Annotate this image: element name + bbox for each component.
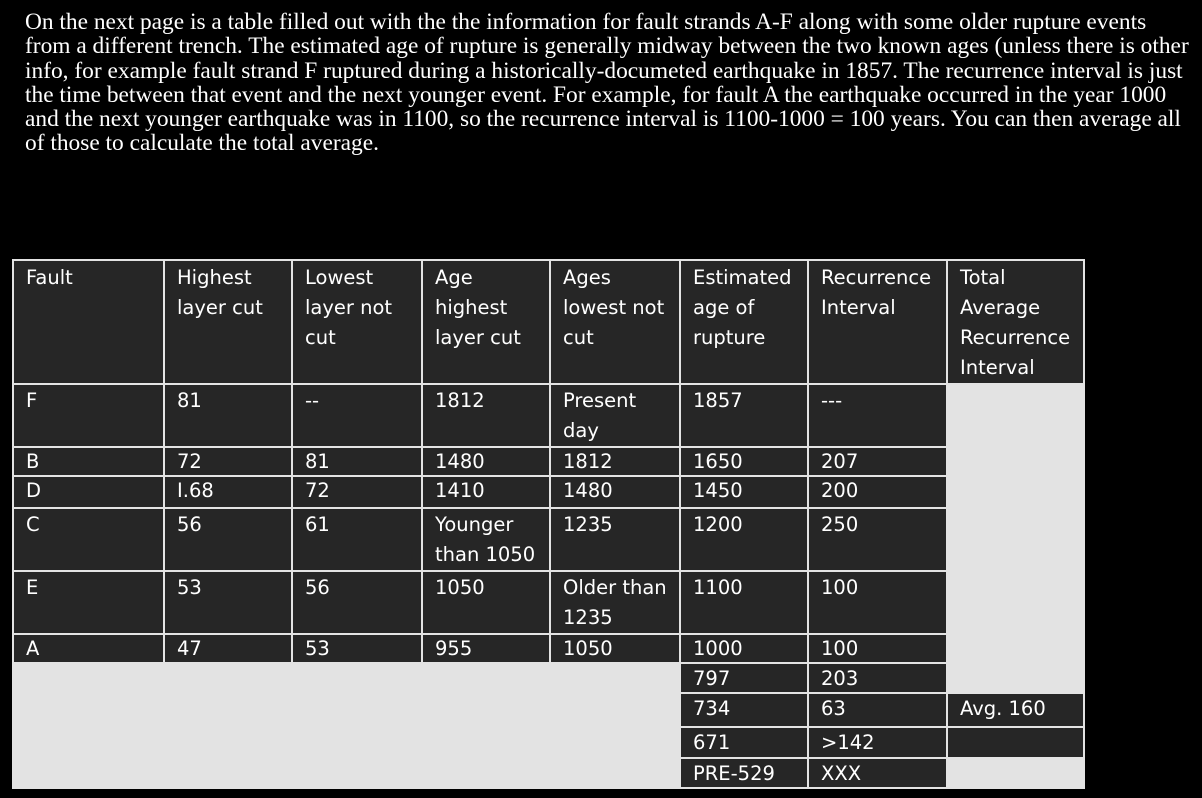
total-average-cell: [947, 384, 1084, 447]
fault-data-table: [12, 259, 1085, 789]
lowest-layer-cell: [292, 663, 422, 693]
total-average-cell: [947, 508, 1084, 571]
recurrence-cell: 200: [808, 476, 947, 508]
age-highest-cell: 1050: [422, 571, 550, 634]
recurrence-cell: >142: [808, 727, 947, 758]
age-highest-cell: [422, 663, 550, 693]
estimated-age-cell: 1100: [680, 571, 808, 634]
lowest-layer-cell: [292, 758, 422, 788]
table-header-row: [13, 260, 1084, 384]
total-average-cell: [947, 758, 1084, 788]
table-row: [13, 758, 1084, 788]
lowest-layer-cell: [292, 727, 422, 758]
highest-layer-cell: 81: [164, 384, 292, 447]
header-estimated-age: Estimated age of rupture: [680, 260, 808, 384]
total-average-cell: [947, 663, 1084, 693]
fault-cell: C: [13, 508, 164, 571]
fault-cell: A: [13, 634, 164, 663]
estimated-age-cell: 1857: [680, 384, 808, 447]
total-average-cell: [947, 634, 1084, 663]
ages-lowest-cell: Present day: [550, 384, 680, 447]
header-highest-layer-cut: Highest layer cut: [164, 260, 292, 384]
estimated-age-cell: 797: [680, 663, 808, 693]
fault-cell: [13, 758, 164, 788]
lowest-layer-cell: 72: [292, 476, 422, 508]
estimated-age-cell: 671: [680, 727, 808, 758]
ages-lowest-cell: 1050: [550, 634, 680, 663]
recurrence-cell: 63: [808, 693, 947, 727]
header-recurrence-interval: Recurrence Interval: [808, 260, 947, 384]
age-highest-cell: 955: [422, 634, 550, 663]
lowest-layer-cell: 81: [292, 447, 422, 476]
header-total-average: Total Average Recurrence Interval: [947, 260, 1084, 384]
total-average-cell: [947, 571, 1084, 634]
table-row: [13, 634, 1084, 663]
age-highest-cell: [422, 693, 550, 727]
header-ages-lowest-not-cut: Ages lowest not cut: [550, 260, 680, 384]
ages-lowest-cell: 1812: [550, 447, 680, 476]
fault-cell: F: [13, 384, 164, 447]
highest-layer-cell: 47: [164, 634, 292, 663]
total-average-cell: [947, 447, 1084, 476]
recurrence-cell: ---: [808, 384, 947, 447]
table-row: [13, 693, 1084, 727]
age-highest-cell: Younger than 1050: [422, 508, 550, 571]
highest-layer-cell: I.68: [164, 476, 292, 508]
fault-cell: B: [13, 447, 164, 476]
age-highest-cell: 1480: [422, 447, 550, 476]
total-average-cell: Avg. 160: [947, 693, 1084, 727]
age-highest-cell: [422, 727, 550, 758]
ages-lowest-cell: [550, 727, 680, 758]
fault-cell: D: [13, 476, 164, 508]
estimated-age-cell: 1450: [680, 476, 808, 508]
age-highest-cell: 1410: [422, 476, 550, 508]
table-row: [13, 384, 1084, 447]
lowest-layer-cell: [292, 693, 422, 727]
fault-cell: E: [13, 571, 164, 634]
recurrence-cell: 207: [808, 447, 947, 476]
total-average-cell: [947, 476, 1084, 508]
header-age-highest-layer-cut: Age highest layer cut: [422, 260, 550, 384]
ages-lowest-cell: 1480: [550, 476, 680, 508]
ages-lowest-cell: 1235: [550, 508, 680, 571]
lowest-layer-cell: 56: [292, 571, 422, 634]
table-row: [13, 727, 1084, 758]
age-highest-cell: [422, 758, 550, 788]
fault-cell: [13, 693, 164, 727]
intro-paragraph: On the next page is a table filled out with the the information for fault strands A-F along with some older rupture events from a different trench. The estimated age of rupture is generally midway between the two known ages (unless there is other info, for example fault strand F ruptured during a historically-documeted earthquake in 1857. The recurrence interval is just the time between that event and the next younger event. For example, for fault A the earthquake occurred in the year 1000 and the next younger earthquake was in 1100, so the recurrence interval is 1100-1000 = 100 years. You can then average all of those to calculate the total average.: [25, 9, 1189, 157]
ages-lowest-cell: Older than 1235: [550, 571, 680, 634]
estimated-age-cell: PRE-529: [680, 758, 808, 788]
lowest-layer-cell: 53: [292, 634, 422, 663]
age-highest-cell: 1812: [422, 384, 550, 447]
header-fault: Fault: [13, 260, 164, 384]
recurrence-cell: 100: [808, 571, 947, 634]
recurrence-cell: 203: [808, 663, 947, 693]
highest-layer-cell: 56: [164, 508, 292, 571]
table-row: [13, 571, 1084, 634]
estimated-age-cell: 734: [680, 693, 808, 727]
ages-lowest-cell: [550, 663, 680, 693]
highest-layer-cell: 72: [164, 447, 292, 476]
recurrence-cell: XXX: [808, 758, 947, 788]
table-row: [13, 476, 1084, 508]
fault-cell: [13, 663, 164, 693]
header-lowest-layer-not-cut: Lowest layer not cut: [292, 260, 422, 384]
highest-layer-cell: [164, 693, 292, 727]
highest-layer-cell: 53: [164, 571, 292, 634]
ages-lowest-cell: [550, 758, 680, 788]
lowest-layer-cell: 61: [292, 508, 422, 571]
table-row: [13, 447, 1084, 476]
estimated-age-cell: 1650: [680, 447, 808, 476]
total-average-cell: [947, 727, 1084, 758]
table-row: [13, 663, 1084, 693]
ages-lowest-cell: [550, 693, 680, 727]
highest-layer-cell: [164, 758, 292, 788]
fault-cell: [13, 727, 164, 758]
highest-layer-cell: [164, 663, 292, 693]
estimated-age-cell: 1200: [680, 508, 808, 571]
highest-layer-cell: [164, 727, 292, 758]
lowest-layer-cell: --: [292, 384, 422, 447]
table-row: [13, 508, 1084, 571]
recurrence-cell: 100: [808, 634, 947, 663]
estimated-age-cell: 1000: [680, 634, 808, 663]
recurrence-cell: 250: [808, 508, 947, 571]
